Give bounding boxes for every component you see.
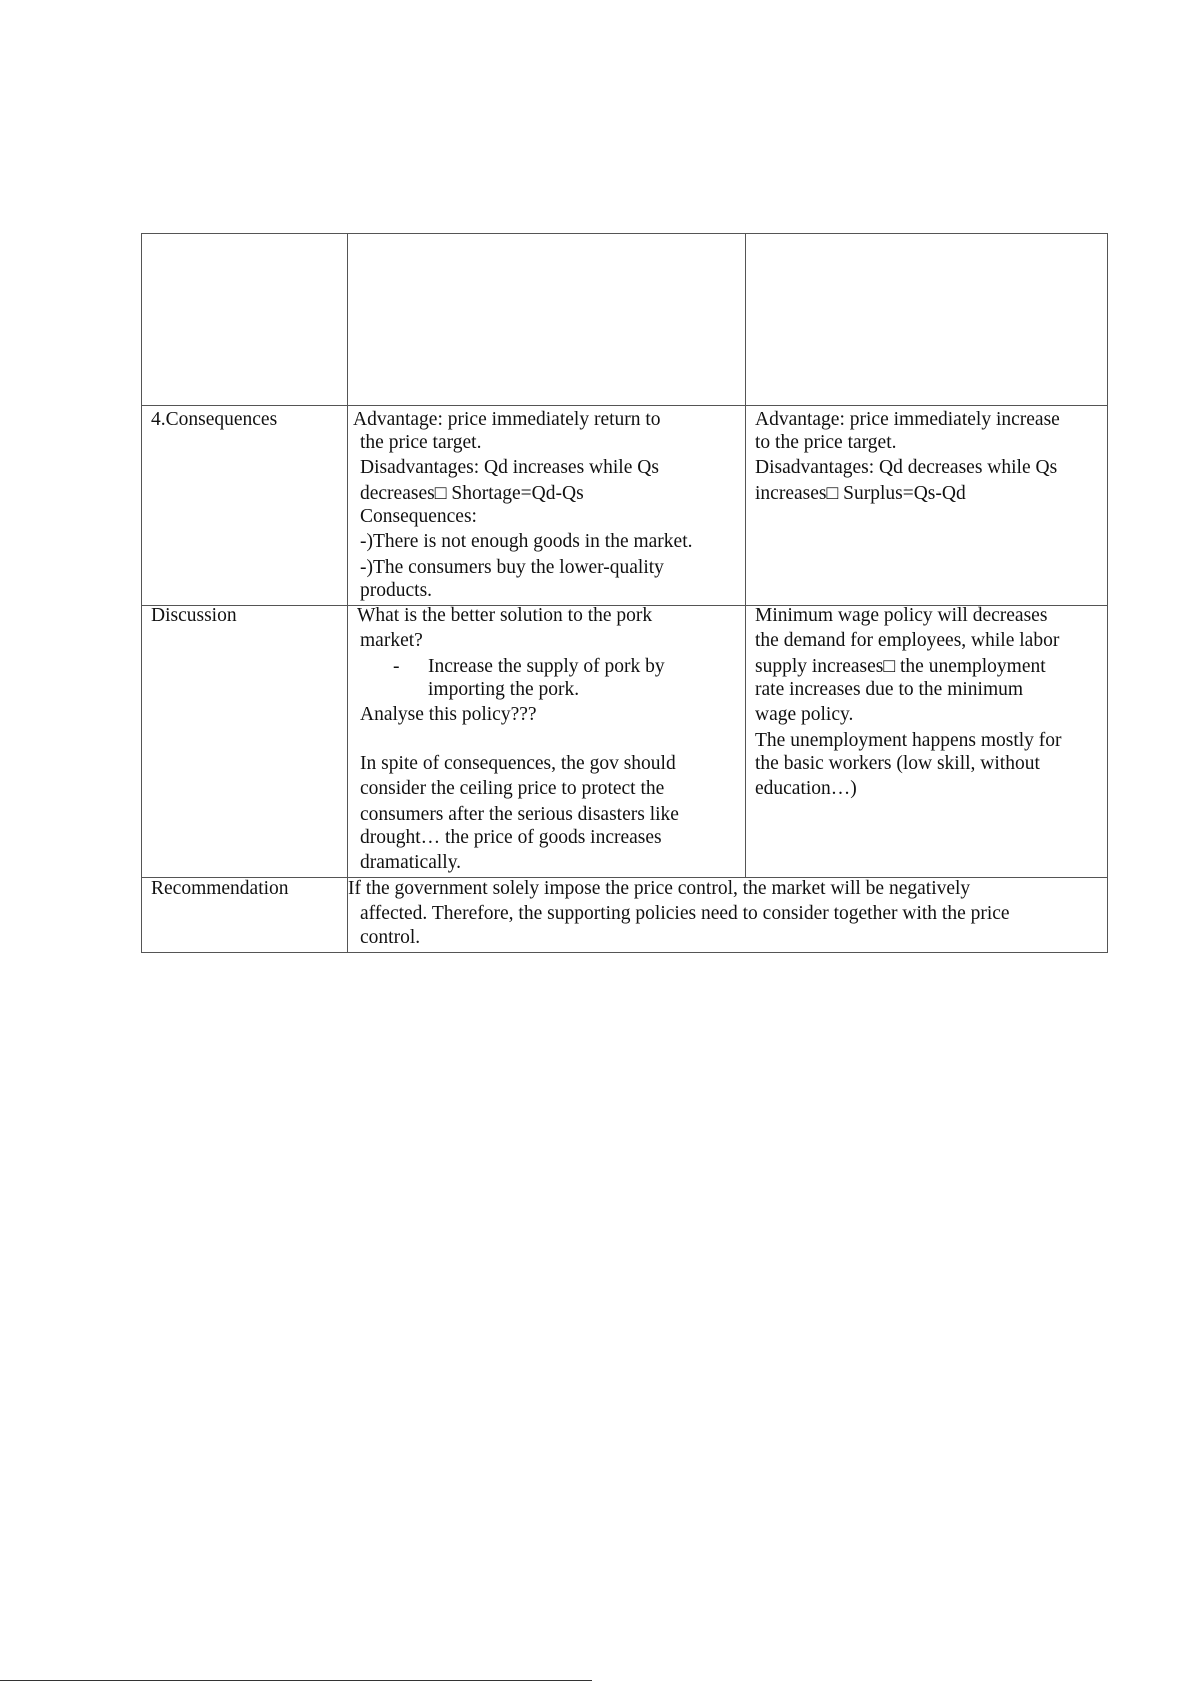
table-cell-text: products. bbox=[360, 580, 433, 601]
table-cell-text: Advantage: price immediately increase bbox=[755, 409, 1060, 430]
table-cell-text: If the government solely impose the price control, the market will be negatively bbox=[348, 878, 971, 899]
table-border-left bbox=[141, 233, 142, 953]
table-cell-text: -)There is not enough goods in the market. bbox=[360, 531, 693, 552]
table-cell-text: In spite of consequences, the gov should bbox=[360, 753, 676, 774]
row-label: Recommendation bbox=[151, 878, 289, 899]
table-cell-text: What is the better solution to the pork bbox=[357, 605, 653, 626]
table-cell-text: drought… the price of goods increases bbox=[360, 827, 662, 848]
row-divider bbox=[141, 405, 1108, 406]
table-cell-text: Disadvantages: Qd decreases while Qs bbox=[755, 457, 1058, 478]
table-cell-text: Advantage: price immediately return to bbox=[353, 409, 661, 430]
table-cell-text: supply increases□ the unemployment bbox=[755, 656, 1046, 677]
table-cell-text: affected. Therefore, the supporting policies need to consider together with the price bbox=[360, 903, 1010, 924]
list-bullet: - bbox=[393, 656, 400, 677]
row-label: 4.Consequences bbox=[151, 409, 278, 430]
table-cell-text: -)The consumers buy the lower-quality bbox=[360, 557, 664, 578]
table-cell-text: rate increases due to the minimum bbox=[755, 679, 1024, 700]
table-cell-text: market? bbox=[360, 630, 423, 651]
table-cell-text: Analyse this policy??? bbox=[360, 704, 537, 725]
table-cell-text: the demand for employees, while labor bbox=[755, 630, 1060, 651]
table-cell-text: consider the ceiling price to protect the bbox=[360, 778, 665, 799]
table-cell-text: consumers after the serious disasters like bbox=[360, 804, 679, 825]
table-cell-text: Disadvantages: Qd increases while Qs bbox=[360, 457, 659, 478]
table-cell-text: The unemployment happens mostly for bbox=[755, 730, 1062, 751]
table-cell-text: dramatically. bbox=[360, 852, 462, 873]
table-cell-text: Increase the supply of pork by bbox=[428, 656, 665, 677]
table-cell-text: increases□ Surplus=Qs-Qd bbox=[755, 483, 966, 504]
table-cell-text: importing the pork. bbox=[428, 679, 580, 700]
table-cell-text: to the price target. bbox=[755, 432, 897, 453]
table-cell-text: Minimum wage policy will decreases bbox=[755, 605, 1048, 626]
table-cell-text: the price target. bbox=[360, 432, 482, 453]
row-label: Discussion bbox=[151, 605, 237, 626]
table-cell-text: wage policy. bbox=[755, 704, 854, 725]
table-cell-text: the basic workers (low skill, without bbox=[755, 753, 1040, 774]
table-cell-text: education…) bbox=[755, 778, 857, 799]
column-divider bbox=[745, 233, 746, 878]
table-border-right bbox=[1107, 233, 1108, 953]
table-cell-text: decreases□ Shortage=Qd-Qs bbox=[360, 483, 584, 504]
column-divider bbox=[347, 233, 348, 953]
table-cell-text: Consequences: bbox=[360, 506, 477, 527]
table-border-bottom bbox=[141, 952, 1108, 953]
table-border-top bbox=[141, 233, 1108, 234]
footnote-separator bbox=[0, 1680, 592, 1681]
table-cell-text: control. bbox=[360, 927, 421, 948]
